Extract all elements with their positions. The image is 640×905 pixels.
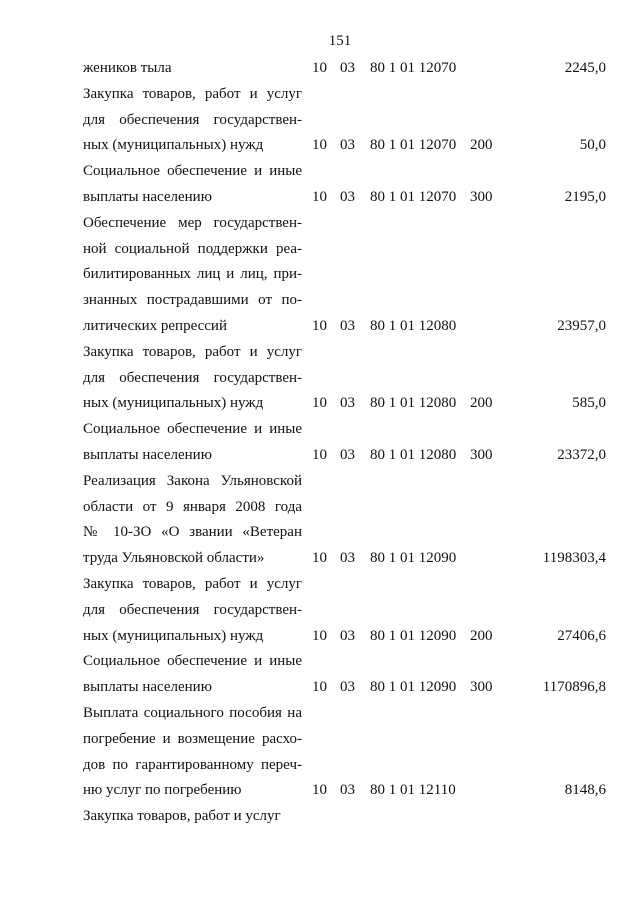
target-article-code: 80 1 01 12080 (370, 395, 457, 412)
row-name-text: Закупка товаров, работ и услуг (83, 85, 302, 102)
table-row (0, 804, 640, 830)
subsection-code: 03 (340, 60, 355, 76)
row-name-text: жеников тыла (83, 60, 172, 76)
row-name-text: Социальное обеспечение и иные (83, 421, 302, 438)
row-name-text: для обеспечения государствен- (83, 111, 302, 128)
amount-value: 1170896,8 (542, 679, 606, 696)
row-line (0, 288, 640, 314)
row-line (0, 520, 640, 546)
expense-type-code: 300 (470, 446, 493, 463)
row-name-text: билитированных лиц и лиц, при- (83, 266, 302, 283)
section-code: 10 (312, 550, 327, 567)
section-code: 10 (312, 627, 327, 644)
table-row (0, 56, 640, 82)
table-row (0, 82, 640, 159)
target-article-code: 80 1 01 12070 (370, 137, 457, 154)
row-name-text: ных (муниципальных) нужд (83, 395, 264, 412)
row-line (0, 443, 640, 469)
row-line (0, 391, 640, 417)
subsection-code: 03 (340, 317, 355, 334)
subsection-code: 03 (340, 395, 355, 412)
amount-value: 1198303,4 (542, 550, 606, 567)
row-line (0, 804, 640, 830)
section-code: 10 (312, 137, 327, 154)
row-line (0, 624, 640, 650)
row-line (0, 262, 640, 288)
section-code: 10 (312, 188, 327, 205)
row-line (0, 133, 640, 159)
row-line (0, 701, 640, 727)
row-name-text: труда Ульяновской области» (83, 550, 265, 567)
row-line (0, 185, 640, 211)
row-line (0, 314, 640, 340)
row-name-text: Социальное обеспечение и иные (83, 653, 302, 670)
amount-value: 2195,0 (564, 188, 606, 205)
row-line (0, 546, 640, 572)
target-article-code: 80 1 01 12090 (370, 679, 457, 696)
row-line (0, 159, 640, 185)
row-line (0, 366, 640, 392)
table-row (0, 469, 640, 572)
subsection-code: 03 (340, 188, 355, 205)
page-number: 151 (328, 33, 352, 49)
row-name-text: ной социальной поддержки реа- (83, 240, 302, 257)
expense-type-code: 300 (470, 679, 493, 696)
row-line (0, 82, 640, 108)
subsection-code: 03 (340, 679, 355, 696)
row-name-text: Социальное обеспечение и иные (83, 163, 302, 180)
row-line (0, 778, 640, 804)
subsection-code: 03 (340, 446, 355, 463)
target-article-code: 80 1 01 12080 (370, 317, 457, 334)
row-line (0, 675, 640, 701)
row-line (0, 572, 640, 598)
section-code: 10 (312, 317, 327, 334)
target-article-code: 80 1 01 12090 (370, 550, 457, 567)
row-line (0, 417, 640, 443)
table-row (0, 211, 640, 340)
row-name-text: знанных пострадавшими от по- (83, 292, 302, 309)
table-row (0, 159, 640, 211)
row-name-text: ню услуг по погребению (83, 782, 242, 799)
row-line (0, 340, 640, 366)
amount-value: 50,0 (579, 137, 606, 154)
amount-value: 23957,0 (557, 317, 606, 334)
target-article-code: 80 1 01 12080 (370, 446, 457, 463)
table-row (0, 701, 640, 804)
row-line (0, 727, 640, 753)
section-code: 10 (312, 395, 327, 412)
amount-value: 8148,6 (564, 782, 606, 799)
subsection-code: 03 (340, 137, 355, 154)
row-line (0, 237, 640, 263)
target-article-code: 80 1 01 12090 (370, 627, 457, 644)
row-name-text: ных (муниципальных) нужд (83, 627, 264, 644)
target-article-code: 80 1 01 12070 (370, 60, 457, 76)
table-row (0, 572, 640, 649)
row-name-text: выплаты населению (83, 679, 212, 696)
subsection-code: 03 (340, 782, 355, 799)
row-line (0, 56, 640, 82)
section-code: 10 (312, 60, 327, 76)
subsection-code: 03 (340, 550, 355, 567)
row-name-text: ных (муниципальных) нужд (83, 137, 264, 154)
row-name-text: погребение и возмещение расхо- (83, 730, 302, 747)
expense-type-code: 200 (470, 627, 493, 644)
row-line (0, 649, 640, 675)
row-name-text: Обеспечение мер государствен- (83, 214, 302, 231)
row-name-text: для обеспечения государствен- (83, 601, 302, 618)
row-name-text: выплаты населению (83, 446, 212, 463)
amount-value: 23372,0 (557, 446, 606, 463)
row-name-text: № 10-ЗО «О звании «Ветеран (83, 524, 302, 541)
amount-value: 27406,6 (557, 627, 606, 644)
row-name-text: Реализация Закона Ульяновской (83, 472, 302, 489)
section-code: 10 (312, 679, 327, 696)
row-line (0, 469, 640, 495)
expense-type-code: 200 (470, 395, 493, 412)
row-name-text: Закупка товаров, работ и услуг (83, 343, 302, 360)
subsection-code: 03 (340, 627, 355, 644)
section-code: 10 (312, 782, 327, 799)
row-line (0, 211, 640, 237)
row-name-text: дов по гарантированному переч- (83, 756, 302, 773)
row-line (0, 495, 640, 521)
row-name-text: Закупка товаров, работ и услуг (83, 575, 302, 592)
expense-type-code: 300 (470, 188, 493, 205)
budget-table (0, 56, 640, 830)
table-row (0, 649, 640, 701)
section-code: 10 (312, 446, 327, 463)
amount-value: 585,0 (572, 395, 606, 412)
row-name-text: литических репрессий (83, 317, 227, 334)
row-name-text: области от 9 января 2008 года (83, 498, 302, 515)
row-name-text: выплаты населению (83, 188, 212, 205)
row-line (0, 598, 640, 624)
row-line (0, 753, 640, 779)
amount-value: 2245,0 (564, 60, 606, 76)
table-row (0, 417, 640, 469)
expense-type-code: 200 (470, 137, 493, 154)
table-row (0, 340, 640, 417)
target-article-code: 80 1 01 12070 (370, 188, 457, 205)
row-line (0, 108, 640, 134)
row-name-text: для обеспечения государствен- (83, 369, 302, 386)
row-name-text: Закупка товаров, работ и услуг (83, 808, 281, 825)
row-name-text: Выплата социального пособия на (83, 704, 302, 721)
target-article-code: 80 1 01 12110 (370, 782, 456, 799)
